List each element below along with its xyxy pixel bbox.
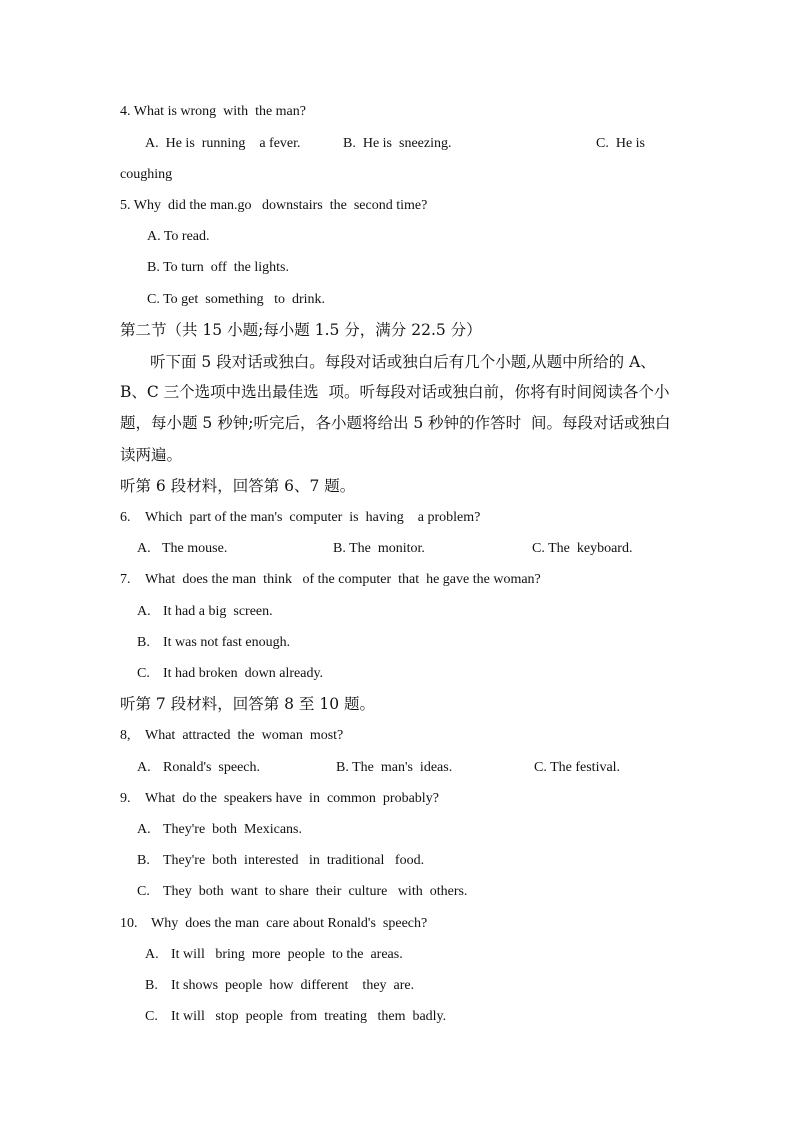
q9-number: 9.: [120, 791, 131, 806]
q4-option-c-continued: coughing: [120, 167, 173, 182]
q8-option-b: B. The man's ideas.: [336, 760, 453, 775]
q5-option-b: B. To turn off the lights.: [147, 260, 290, 275]
q9-question: What do the speakers have in common probably?: [145, 791, 439, 806]
q6-number: 6.: [120, 510, 131, 525]
q5-question: 5. Why did the man.go downstairs the second time?: [120, 198, 428, 213]
section2-instructions-line2: B、C 三个选项中选出最佳选 项。听每段对话或独白前，你将有时间阅读各个小: [120, 383, 670, 401]
q4-question: 4. What is wrong with the man?: [120, 104, 306, 119]
q6-option-a: The mouse.: [162, 541, 228, 556]
q7-option-c: It had broken down already.: [163, 666, 324, 681]
q10-question: Why does the man care about Ronald's speech?: [151, 916, 428, 931]
q5-option-c: C. To get something to drink.: [147, 292, 326, 307]
q7-option-a: It had a big screen.: [163, 604, 273, 619]
q4-option-a: A. He is running a fever.: [145, 136, 301, 151]
q7-option-b: It was not fast enough.: [163, 635, 291, 650]
q9-option-c-letter: C.: [137, 884, 150, 899]
q7-number: 7.: [120, 572, 131, 587]
q8-option-a-letter: A.: [137, 760, 151, 775]
q8-option-a: Ronald's speech.: [163, 760, 261, 775]
q9-option-b: They're both interested in traditional food.: [163, 853, 425, 868]
q10-option-c-letter: C.: [145, 1009, 158, 1024]
q10-option-b-letter: B.: [145, 978, 158, 993]
q4-option-b: B. He is sneezing.: [343, 136, 452, 151]
q8-option-c: C. The festival.: [534, 760, 621, 775]
q10-option-a-letter: A.: [145, 947, 159, 962]
q7-option-b-letter: B.: [137, 635, 150, 650]
q8-number: 8,: [120, 728, 131, 743]
q7-option-a-letter: A.: [137, 604, 151, 619]
section2-instructions-line3: 题，每小题 5 秒钟;听完后，各小题将给出 5 秒钟的作答时 间。每段对话或独白: [120, 414, 671, 432]
section2-instructions-line1: 听下面 5 段对话或独白。每段对话或独白后有几个小题,从题中所给的 A、: [150, 353, 656, 371]
material6-heading: 听第 6 段材料，回答第 6、7 题。: [120, 477, 356, 495]
q9-option-a-letter: A.: [137, 822, 151, 837]
q10-option-a: It will bring more people to the areas.: [171, 947, 403, 962]
q7-question: What does the man think of the computer that he gave the woman?: [145, 572, 541, 587]
q7-option-c-letter: C.: [137, 666, 150, 681]
q6-option-a-letter: A.: [137, 541, 151, 556]
q5-option-a: A. To read.: [147, 229, 210, 244]
q6-option-c: C. The keyboard.: [532, 541, 633, 556]
q10-option-c: It will stop people from treating them badly.: [171, 1009, 447, 1024]
q6-option-b: B. The monitor.: [333, 541, 425, 556]
q9-option-a: They're both Mexicans.: [163, 822, 302, 837]
section2-heading: 第二节（共 15 小题;每小题 1.5 分，满分 22.5 分）: [120, 321, 482, 339]
section2-instructions-line4: 读两遍。: [120, 446, 183, 464]
q9-option-b-letter: B.: [137, 853, 150, 868]
q6-question: Which part of the man's computer is having a problem?: [145, 510, 481, 525]
material7-heading: 听第 7 段材料，回答第 8 至 10 题。: [120, 695, 376, 713]
q4-option-c: C. He is: [596, 136, 645, 151]
q9-option-c: They both want to share their culture with others.: [163, 884, 468, 899]
q10-option-b: It shows people how different they are.: [171, 978, 415, 993]
q8-question: What attracted the woman most?: [145, 728, 344, 743]
q10-number: 10.: [120, 916, 138, 931]
